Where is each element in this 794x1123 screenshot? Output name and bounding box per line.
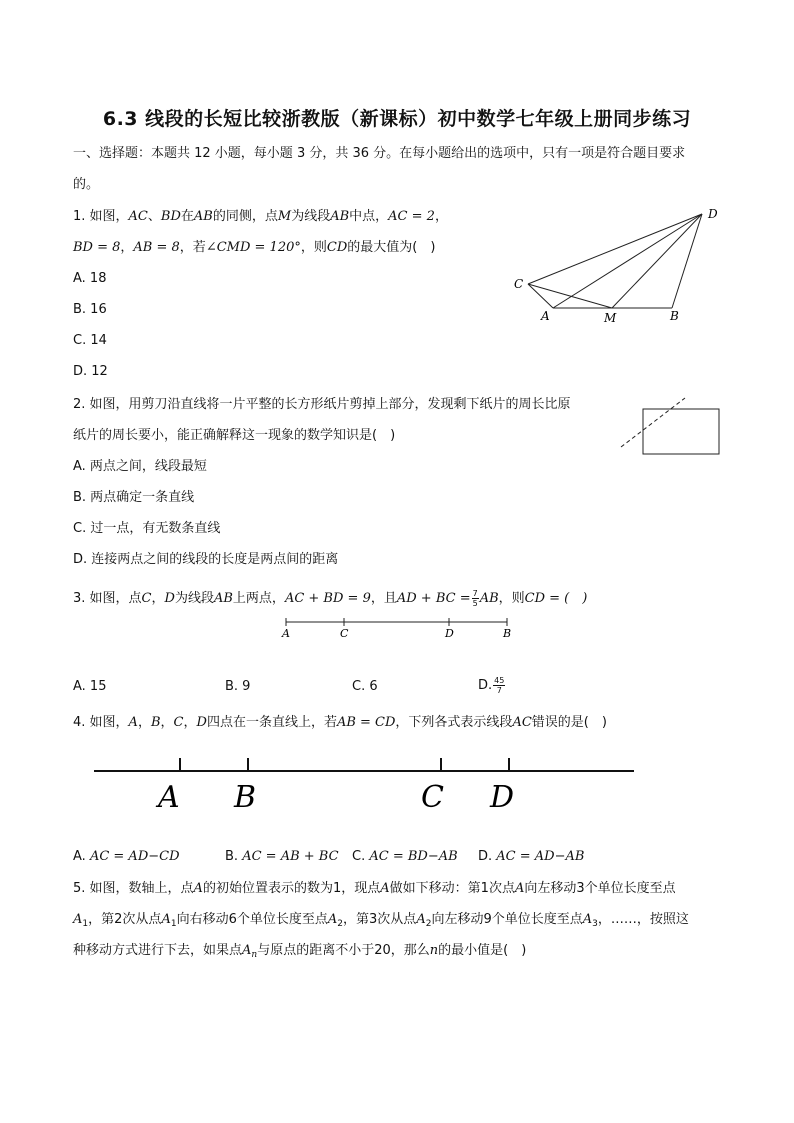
q5-math: n [429,943,439,958]
q1-text: ，若 [179,240,206,255]
q3-frac-num: 7 [472,589,478,598]
q4-text: 错误的是( ) [531,715,607,730]
q5-number: 9 [483,912,492,927]
q3-option-d-fraction [493,676,505,695]
q1-stem-line2 [73,239,435,257]
q1-text: ，则 [300,240,327,255]
q5-subscript: 1 [170,919,177,929]
q4-text: ， [137,715,151,730]
q4-option-d[interactable] [478,848,584,866]
q5-math: A [193,881,203,896]
q3-option-a[interactable]: A. 15 [73,679,107,694]
q2-figure-cut-rectangle [615,392,725,462]
q2-option-b[interactable]: B. 两点确定一条直线 [73,490,195,505]
q3-math: AB [213,591,233,606]
q3-text: ，则 [498,591,525,606]
q1-text: 为线段 [291,209,331,224]
q5-subscript: 2 [337,919,343,929]
q1-label-c: C [514,277,524,291]
q1-math: M [277,209,292,224]
q3-option-b[interactable]: B. 9 [225,679,251,694]
q3-math: AC + BD = 9 [284,591,371,606]
q5-text: 向左移动 [431,912,484,927]
q5-stem-line1 [73,880,676,898]
q5-number: 2 [114,912,123,927]
q5-text: 与原点的距离不小于 [257,943,375,958]
q2-stem-line1: 2. 如图，用剪刀沿直线将一片平整的长方形纸片剪掉上部分，发现剩下纸片的周长比原 [73,397,571,412]
q4-math: B [150,715,161,730]
q5-math: A [327,912,338,927]
q4-option-label: B. [225,849,239,864]
q3-fraction [472,589,479,608]
q3-text: ，且 [370,591,397,606]
q5-math: A [514,881,525,896]
q5-subscript: 2 [425,919,432,929]
q3-label-b: B [503,627,512,640]
q1-figure-quadrilateral [510,200,730,330]
q5-text: 向右移动 [176,912,229,927]
q5-text: 5. 如图，数轴上，点 [73,881,194,896]
q1-option-d[interactable]: D. 12 [73,364,108,379]
q1-option-b[interactable]: B. 16 [73,302,107,317]
q5-text: 的最小值是( ) [438,943,527,958]
q5-text: 个单位长度至点 [491,912,583,927]
q5-subscript: 3 [592,919,598,929]
q5-text: ，第 [88,912,115,927]
q1-math: AC = 2 [388,209,435,224]
q5-text: 个单位长度至点 [236,912,328,927]
q1-text: 的同侧，点 [212,209,278,224]
q1-math: AB = 8 [133,240,180,255]
q3-option-d[interactable] [478,676,506,695]
q5-text: 次从点 [377,912,417,927]
q4-math: A [128,715,138,730]
q5-math: A [582,912,593,927]
q4-text: ，下列各式表示线段 [395,715,513,730]
q1-math: BD [160,209,181,224]
q3-math: AB [479,591,499,606]
q4-label-a: A [158,780,180,814]
q4-option-label: A. [73,849,86,864]
q5-subscript: 1 [82,919,89,929]
q5-number: 1 [480,881,489,896]
q4-option-label: C. [352,849,366,864]
q1-math: AB [330,209,350,224]
q3-option-d-den: 7 [496,686,502,695]
q1-label-b: B [670,309,679,323]
q1-math: BD = 8 [73,240,121,255]
q1-label-d: D [708,207,718,221]
q3-math: CD = ( ) [524,591,588,606]
q1-label-a: A [541,309,550,323]
q5-text: ，……，按照这 [597,912,689,927]
q5-text: 向左移动 [524,881,577,896]
q5-text: 次点 [488,881,515,896]
q1-math: ∠CMD = 120° [205,240,301,255]
section-instructions-line1: 一、选择题：本题共 12 小题，每小题 3 分，共 36 分。在每小题给出的选项中，只有一项是符合题目要求 [73,146,686,161]
q4-figure-line [90,752,640,814]
q3-frac-den: 5 [472,599,478,608]
q1-text: 、 [147,209,161,224]
q5-number: 3 [369,912,378,927]
q1-label-m: M [604,311,617,325]
q3-math: AD + BC = [396,591,471,606]
q1-option-c[interactable]: C. 14 [73,333,107,348]
q4-option-a[interactable] [73,848,180,866]
q4-stem [73,714,607,732]
q4-math: AC [512,715,532,730]
q5-text: 做如下移动：第 [389,881,481,896]
q3-stem [73,589,587,608]
q3-text: 上两点， [232,591,285,606]
section-instructions-line2: 的。 [73,177,100,192]
q4-option-b[interactable] [225,848,339,866]
q3-math: D [164,591,175,606]
q5-text: 种移动方式进行下去，如果点 [73,943,243,958]
q5-stem-line2 [73,911,689,933]
q3-option-d-num: 45 [494,676,505,685]
q5-text: 的初始位置表示的数为 [202,881,333,896]
q3-label-a: A [282,627,290,640]
page-title: 6.3 线段的长短比较浙教版（新课标）初中数学七年级上册同步练习 [102,108,692,130]
q4-option-math: AC = AD−AB [496,849,585,864]
q5-text: 次从点 [122,912,162,927]
q4-option-label: D. [478,849,493,864]
q1-text: 的最大值为( ) [347,240,436,255]
q4-text: ， [183,715,197,730]
q5-math: A [416,912,426,927]
q3-option-c[interactable]: C. 6 [352,679,378,694]
q5-math: A [73,912,83,927]
q1-math: AB [193,209,213,224]
q1-option-a[interactable]: A. 18 [73,271,107,286]
q5-text: ，第 [343,912,370,927]
q4-text: 四点在一条直线上，若 [206,715,337,730]
q1-text: ， [434,209,448,224]
q4-option-math: AC = AD−CD [89,849,180,864]
q2-option-d[interactable]: D. 连接两点之间的线段的长度是两点间的距离 [73,552,339,567]
q1-text: 中点， [349,209,389,224]
q3-option-d-label: D. [478,678,493,693]
q4-math: AB = CD [336,715,396,730]
q4-option-math: AC = BD−AB [369,849,458,864]
q4-option-math: AC = AB + BC [242,849,339,864]
q5-text: 个单位长度至点 [584,881,676,896]
q5-stem-line3 [73,942,526,964]
q5-math: A [161,912,171,927]
q5-text: ，那么 [390,943,430,958]
q3-text: ， [151,591,165,606]
q1-text: 在 [180,209,194,224]
q5-text: ，现点 [341,881,381,896]
q4-text: 4. 如图， [73,715,129,730]
q4-math: C [173,715,184,730]
q3-math: C [141,591,152,606]
q5-number: 1 [332,881,342,896]
q4-label-d: D [490,780,515,814]
q3-label-c: C [340,627,349,640]
q4-text: ， [160,715,174,730]
q4-option-c[interactable] [352,848,458,866]
q5-math: A [242,943,252,958]
q1-text: ， [120,240,134,255]
q1-stem-line1 [73,208,448,226]
q5-math: A [380,881,390,896]
q4-label-c: C [421,780,444,814]
q1-math: AC [128,209,148,224]
q3-figure-segment [278,616,518,644]
q4-label-b: B [234,780,257,814]
q2-option-a[interactable]: A. 两点之间，线段最短 [73,459,207,474]
q1-math: CD [326,240,348,255]
q5-number: 6 [228,912,237,927]
q5-number: 3 [576,881,585,896]
q1-text: 1. 如图， [73,209,129,224]
q3-label-d: D [445,627,454,640]
q3-text: 为线段 [174,591,214,606]
q5-subscript: n [251,950,258,960]
q4-math: D [196,715,207,730]
q5-number: 20 [374,943,391,958]
q2-option-c[interactable]: C. 过一点，有无数条直线 [73,521,221,536]
q3-text: 3. 如图，点 [73,591,142,606]
q2-stem-line2: 纸片的周长要小，能正确解释这一现象的数学知识是( ) [73,428,396,443]
